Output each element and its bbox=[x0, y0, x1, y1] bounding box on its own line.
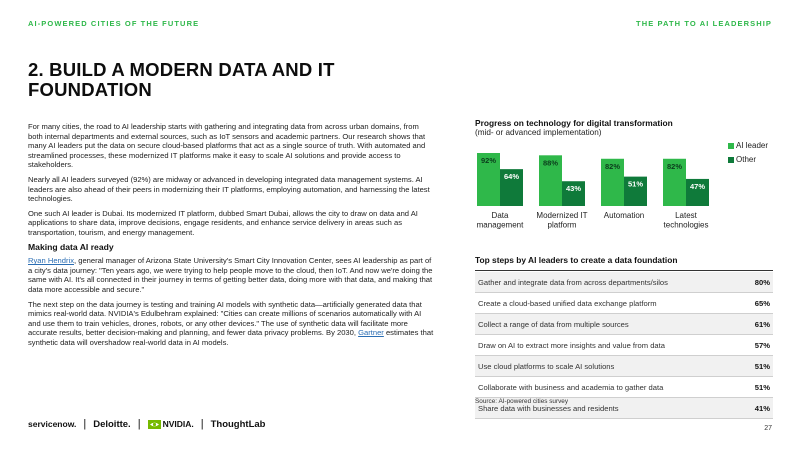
table-row bbox=[475, 335, 773, 356]
subheading: Making data AI ready bbox=[28, 241, 114, 252]
paragraph-3: One such AI leader is Dubai. Its modernized IT platform, dubbed Smart Dubai, allows the city to draw on data and AI applications to share data, improve decisions, engage residents, and enhance service delivery in areas such as transportation, tourism, and energy management. bbox=[28, 208, 418, 237]
paragraph-5 bbox=[28, 300, 434, 348]
table-row bbox=[475, 272, 773, 293]
legend-label-other: Other bbox=[736, 155, 757, 164]
step-label: Draw on AI to extract more insights and value from data bbox=[478, 340, 665, 350]
step-value: 80% bbox=[754, 277, 770, 287]
step-label: Collect a range of data from multiple sources bbox=[478, 319, 629, 329]
step-value: 41% bbox=[754, 403, 770, 413]
category-label: Automation bbox=[603, 211, 645, 220]
header-left: AI-POWERED CITIES OF THE FUTURE bbox=[28, 19, 200, 28]
paragraph-5-text-a: The next step on the data journey is testing and training AI models with synthetic data—artificially generated data that mimics real-world data. NVIDIA's Edulbehram explained: "Cities can create millions of scenarios automatically with AI and use them to train vehicles, drones, robots, or any other devices." The use of synthetic data will facilitate more accurate results, better decision-making and planning, and fewer data privacy problems. By 2030, bbox=[28, 299, 422, 338]
bar-value-label: 88% bbox=[542, 158, 559, 168]
table-title: Top steps by AI leaders to create a data foundation bbox=[475, 255, 678, 265]
steps-table bbox=[475, 272, 773, 419]
table-row bbox=[475, 314, 773, 335]
page-number: 27 bbox=[764, 425, 772, 432]
bar-value-label: 82% bbox=[666, 161, 683, 171]
deloitte-logo: Deloitte. bbox=[93, 418, 131, 430]
legend-swatch-ai-leader bbox=[728, 143, 734, 149]
category-label: Modernized IT bbox=[536, 211, 588, 220]
header-right: THE PATH TO AI LEADERSHIP bbox=[636, 19, 772, 28]
category-label: Data bbox=[491, 211, 509, 220]
paragraph-4-text: , general manager of Arizona State University's Smart City Innovation Center, sees AI leadership as part of a city's data journey: "Ten years ago, we were trying to help people move to the cloud, then IoT. And now we're doing the same with AI. It's all connected in their journey in terms of getting better data, doing more with that data, and making that data more accessible and secure." bbox=[28, 256, 433, 294]
legend-item-other bbox=[728, 155, 768, 164]
step-value: 61% bbox=[754, 319, 770, 329]
bar-value-label: 92% bbox=[480, 156, 497, 165]
category-label: Latest bbox=[675, 211, 697, 220]
gartner-link[interactable]: Gartner bbox=[358, 328, 384, 338]
bar-value-label: 51% bbox=[627, 179, 644, 189]
paragraph-5-text-b: estimates that synthetic data will overshadow real-world data in AI models. bbox=[28, 328, 434, 347]
table-row bbox=[475, 377, 773, 398]
nvidia-logo bbox=[148, 419, 194, 429]
page-title: 2. BUILD A MODERN DATA AND IT FOUNDATION bbox=[28, 59, 335, 100]
legend-label-ai-leader: AI leader bbox=[736, 141, 769, 150]
bar-value-label: 43% bbox=[565, 184, 582, 194]
body-text bbox=[28, 122, 434, 352]
chart-legend bbox=[728, 141, 768, 169]
bar-value-label: 47% bbox=[689, 181, 706, 191]
partner-logos bbox=[28, 416, 265, 432]
step-label: Collaborate with business and academia to gather data bbox=[478, 382, 664, 392]
bar-value-label: 82% bbox=[604, 161, 621, 171]
step-value: 65% bbox=[754, 298, 770, 308]
step-label: Use cloud platforms to scale AI solutions bbox=[478, 361, 615, 371]
ryan-hendrix-link[interactable]: Ryan Hendrix bbox=[28, 256, 75, 266]
category-label: platform bbox=[547, 220, 577, 230]
paragraph-1: For many cities, the road to AI leadership starts with gathering and integrating data from across urban domains, from both internal departments and external sources, such as IoT sensors and academic partners. Our research shows that many AI leaders put the data on secure cloud-based platforms that act as a single source of truth. With automated and streamlined processes, these modernized IT platforms make it easy to scale AI solutions and provide access to stakeholders. bbox=[28, 122, 426, 170]
thoughtlab-logo: ThoughtLab bbox=[210, 418, 266, 430]
table-row bbox=[475, 356, 773, 377]
nvidia-wordmark: NVIDIA. bbox=[162, 419, 194, 429]
paragraph-2: Nearly all AI leaders surveyed (92%) are midway or advanced in developing integrated data management systems. AI leaders are also ahead of their peers in modernizing their IT platforms, employing automation, and harnessing the latest technologies. bbox=[28, 174, 430, 204]
chart-subtitle: (mid- or advanced implementation) bbox=[475, 128, 602, 137]
table-row bbox=[475, 293, 773, 314]
bar-value-label: 64% bbox=[503, 172, 520, 182]
nvidia-eye-icon bbox=[148, 420, 161, 429]
category-label: technologies bbox=[663, 220, 709, 230]
legend-swatch-other bbox=[728, 157, 734, 163]
paragraph-4 bbox=[28, 256, 434, 294]
logo-divider: | bbox=[200, 418, 204, 430]
category-label: management bbox=[476, 220, 524, 230]
step-label: Share data with businesses and residents bbox=[478, 403, 619, 413]
servicenow-logo: servicenow. bbox=[28, 419, 77, 429]
table-top-rule bbox=[475, 270, 773, 271]
step-label: Create a cloud-based unified data exchange platform bbox=[478, 298, 657, 308]
source-note: Source: AI-powered cities survey bbox=[475, 398, 569, 405]
step-value: 51% bbox=[754, 361, 770, 371]
logo-divider: | bbox=[137, 418, 141, 430]
legend-item-ai-leader bbox=[728, 141, 768, 150]
step-value: 51% bbox=[754, 382, 770, 392]
step-label: Gather and integrate data from across departments/silos bbox=[478, 277, 668, 287]
step-value: 57% bbox=[754, 340, 770, 350]
chart-title: Progress on technology for digital transformation bbox=[475, 118, 673, 128]
logo-divider: | bbox=[83, 418, 87, 430]
